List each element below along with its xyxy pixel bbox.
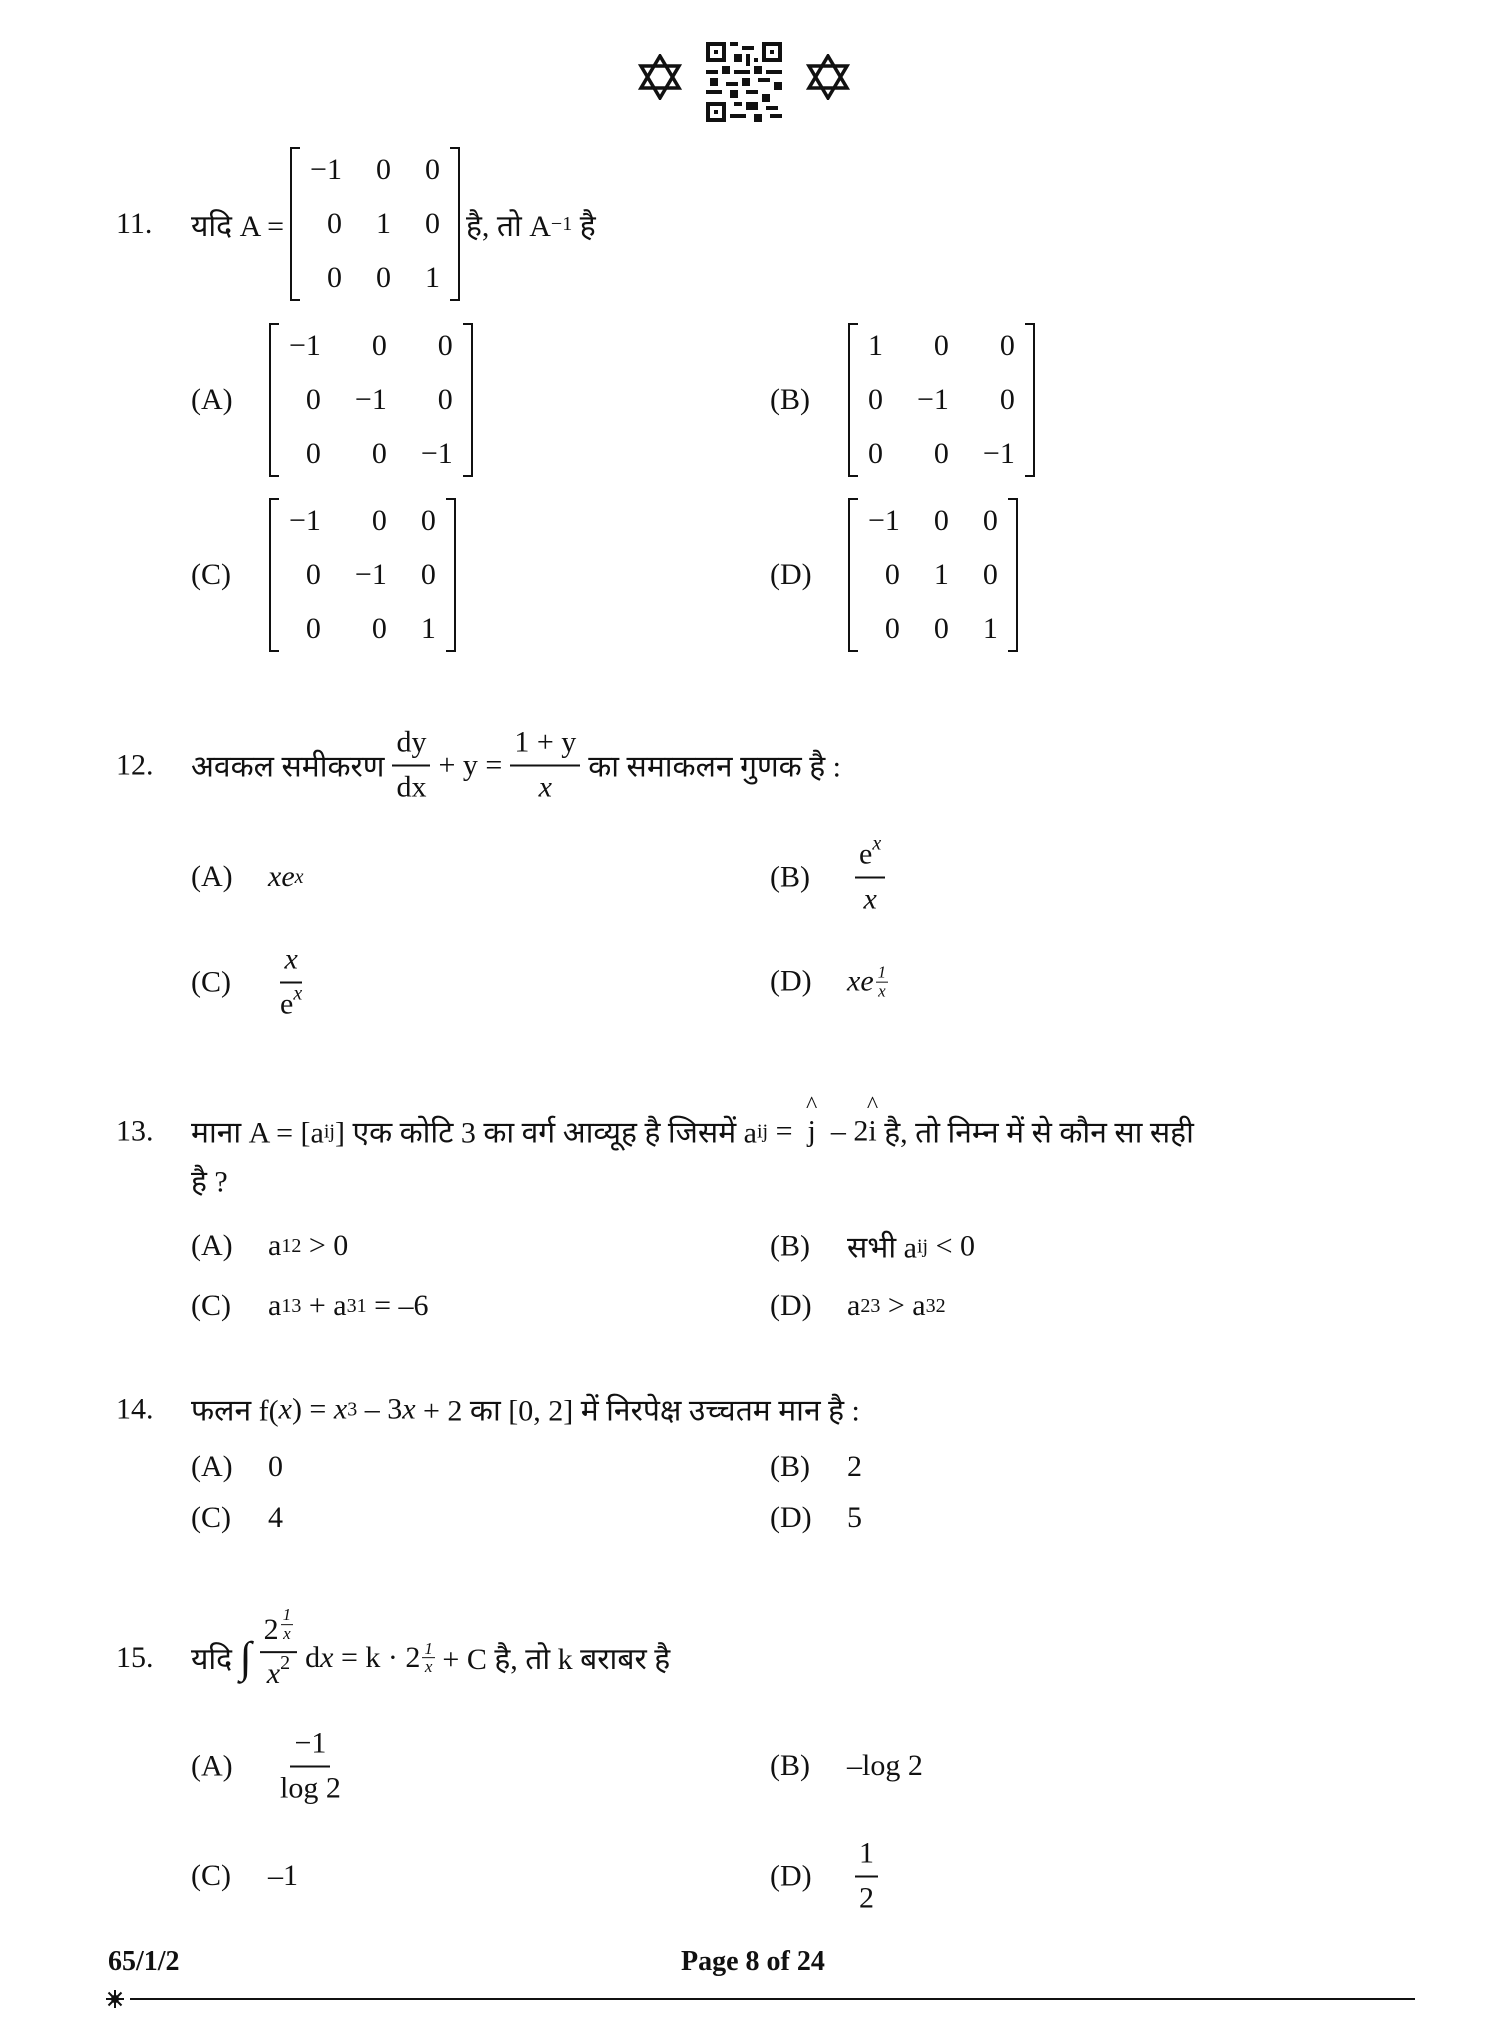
matrix-cell: 0: [982, 504, 998, 537]
option-text: < 0: [935, 1229, 976, 1262]
option-label: (D): [770, 1501, 812, 1534]
option-label: (A): [191, 860, 233, 893]
option-c[interactable]: [191, 1859, 298, 1893]
fraction: [855, 832, 885, 917]
question-text: ] एक कोटि 3 का वर्ग आव्यूह है जिसमें a: [335, 1116, 757, 1150]
option-b[interactable]: [770, 832, 893, 917]
fraction: [392, 726, 430, 805]
matrix-cell: 0: [371, 612, 387, 645]
option-matrix: [848, 498, 1018, 652]
matrix-grid: [858, 323, 1025, 477]
question-text: – 2: [830, 1114, 869, 1147]
option-value: xe: [847, 965, 874, 998]
matrix-cell: 0: [933, 437, 949, 470]
matrix-cell: 1: [982, 612, 998, 645]
matrix-cell: −1: [917, 383, 949, 416]
matrix-grid: [279, 498, 446, 652]
option-b[interactable]: [770, 1749, 923, 1783]
option-label: (C): [191, 558, 231, 591]
matrix-cell: 0: [305, 383, 321, 416]
option-label: (C): [191, 1859, 231, 1892]
matrix-cell: −1: [289, 504, 321, 537]
variable: x: [333, 1392, 348, 1425]
matrix-cell: 1: [375, 207, 391, 240]
option-text: + a: [308, 1289, 347, 1322]
option-label: (B): [770, 383, 810, 416]
option-value: –1: [268, 1859, 298, 1892]
numerator: 1: [282, 1605, 292, 1625]
option-matrix: [269, 323, 473, 477]
matrix-cell: 0: [884, 558, 900, 591]
right-bracket: [1025, 323, 1035, 477]
option-label: (B): [770, 1749, 810, 1782]
matrix-cell: 0: [371, 437, 387, 470]
denominator: x: [878, 981, 886, 1001]
option-matrix: [269, 498, 456, 652]
matrix-cell: −1: [868, 504, 900, 537]
superscript-fraction: [281, 1606, 294, 1643]
matrix-cell: 0: [424, 153, 440, 186]
matrix-cell: −1: [420, 437, 453, 470]
question-number: 11.: [116, 207, 153, 240]
question-text: + 2 का [0, 2] में निरपेक्ष उच्चतम मान है :: [423, 1394, 860, 1428]
option-d[interactable]: [770, 1837, 886, 1916]
question-text: माना A = [a: [191, 1116, 324, 1150]
fraction: [276, 1727, 345, 1806]
question-text: है: [579, 209, 596, 243]
option-c[interactable]: [191, 1501, 283, 1535]
unit-vector-i: ^ i: [868, 1114, 876, 1148]
option-d[interactable]: [770, 1501, 862, 1535]
option-value: 2: [847, 1450, 862, 1483]
fraction: [260, 1606, 298, 1692]
variable: x: [320, 1641, 334, 1674]
page-number: Page 8 of 24: [681, 1946, 825, 1977]
matrix-grid: [300, 147, 450, 301]
variable: x: [278, 1392, 292, 1425]
question-text: है, तो A: [465, 209, 551, 243]
option-d[interactable]: [770, 964, 888, 1001]
question-text: = k · 2: [341, 1641, 421, 1674]
footer-divider: [130, 1998, 1415, 2000]
option-label: (D): [770, 1289, 812, 1322]
numerator: 1 + y: [510, 726, 580, 767]
left-bracket: [848, 323, 858, 477]
matrix-grid: [279, 323, 463, 477]
matrix-cell: 0: [868, 437, 883, 470]
option-value: 5: [847, 1501, 862, 1534]
option-label: (A): [191, 1450, 233, 1483]
matrix-cell: 0: [371, 504, 387, 537]
integral-sign: ∫: [239, 1633, 252, 1683]
matrix-cell: −1: [354, 558, 387, 591]
numerator: 1: [855, 1837, 878, 1878]
denominator-text: x: [266, 1657, 281, 1691]
matrix-cell: −1: [982, 437, 1015, 470]
numerator: [855, 832, 885, 879]
question-text: है, तो निम्न में से कौन सा सही: [884, 1116, 1194, 1150]
matrix-cell: 0: [371, 329, 387, 362]
option-b[interactable]: (B) सभी a ij < 0: [770, 1226, 975, 1267]
denominator: 2: [859, 1881, 874, 1914]
matrix-grid: [858, 498, 1008, 652]
option-label: (D): [770, 965, 812, 998]
matrix-cell: 0: [420, 504, 436, 537]
question-number: 14.: [116, 1392, 154, 1425]
superscript: x: [872, 832, 882, 855]
unit-vector-j: ^ j: [808, 1114, 816, 1148]
star-of-david-icon: [638, 54, 682, 100]
matrix-cell: 0: [305, 612, 321, 645]
option-text: a: [268, 1229, 282, 1262]
matrix-cell: 1: [424, 261, 440, 294]
matrix-cell: 0: [305, 558, 321, 591]
option-b[interactable]: [770, 1450, 862, 1484]
option-a[interactable]: [191, 323, 479, 477]
matrix-cell: −1: [354, 383, 387, 416]
right-bracket: [1008, 498, 1018, 652]
option-d[interactable]: [770, 498, 1024, 652]
superscript: 2: [280, 1652, 291, 1675]
right-bracket: [450, 147, 460, 301]
option-value: –log 2: [847, 1749, 923, 1782]
numerator: [260, 1606, 298, 1653]
left-bracket: [848, 498, 858, 652]
denominator: x: [863, 882, 877, 915]
matrix-cell: 0: [420, 558, 436, 591]
option-c[interactable]: (C) a 13 + a 31 = –6: [191, 1289, 429, 1322]
option-text: सभी a: [847, 1231, 917, 1265]
fraction: [855, 1837, 878, 1916]
numerator: 1: [424, 1638, 433, 1658]
question-text: – 3: [364, 1392, 403, 1425]
denominator: x: [283, 1624, 291, 1643]
option-a[interactable]: [191, 1450, 283, 1484]
option-d[interactable]: (D) a 23 > a 32: [770, 1289, 946, 1322]
numerator: −1: [290, 1727, 330, 1768]
question-text: + y =: [438, 748, 503, 781]
matrix-cell: 0: [437, 329, 453, 362]
left-bracket: [290, 147, 300, 301]
option-matrix: [848, 323, 1035, 477]
right-bracket: [446, 498, 456, 652]
matrix-cell: 0: [424, 207, 440, 240]
denominator: dx: [396, 770, 427, 803]
matrix-cell: −1: [310, 153, 342, 186]
question-text: है ?: [191, 1165, 228, 1199]
option-label: (B): [770, 860, 810, 893]
question-text: का समाकलन गुणक है :: [588, 750, 841, 784]
question-number: 12.: [116, 748, 154, 781]
numerator-text: 2: [263, 1612, 279, 1646]
qr-code-icon: [706, 42, 782, 122]
fraction: [510, 726, 580, 805]
question-text: यदि A =: [191, 209, 285, 243]
superscript: x: [293, 982, 303, 1004]
flower-ornament-icon: [105, 1989, 125, 2009]
option-text: a: [268, 1289, 282, 1322]
left-bracket: [269, 323, 279, 477]
matrix-cell: 0: [326, 261, 342, 294]
numerator: 1: [877, 962, 887, 982]
matrix-cell: 0: [375, 261, 391, 294]
question-number: 15.: [116, 1641, 154, 1674]
option-label: (D): [770, 558, 812, 591]
option-text: > 0: [308, 1229, 349, 1262]
option-text: = –6: [374, 1289, 429, 1322]
matrix-cell: 0: [326, 207, 342, 240]
option-text: > a: [887, 1289, 926, 1322]
matrix-cell: −1: [289, 329, 321, 362]
numerator: x: [280, 943, 301, 984]
matrix-cell: 0: [933, 504, 949, 537]
question-text: d: [305, 1641, 321, 1674]
option-a[interactable]: (A) a 12 > 0: [191, 1229, 349, 1262]
option-value: xe: [268, 860, 295, 893]
matrix-cell: 0: [999, 329, 1015, 362]
matrix-cell: 0: [868, 383, 883, 416]
question-text: =: [775, 1114, 793, 1147]
question-text: + C है, तो k बराबर है: [442, 1643, 671, 1677]
denominator: log 2: [280, 1771, 341, 1804]
question-number: 13.: [116, 1114, 154, 1147]
denominator-text: e: [280, 987, 294, 1020]
matrix-a: [290, 147, 460, 301]
option-label: (D): [770, 1859, 812, 1892]
denominator: x: [424, 1657, 433, 1677]
option-a[interactable]: [191, 1727, 353, 1806]
matrix-cell: 0: [999, 383, 1015, 416]
option-label: (C): [191, 1501, 231, 1534]
question-text: यदि: [191, 1643, 233, 1677]
paper-code: 65/1/2: [108, 1946, 180, 1977]
variable: x: [402, 1392, 416, 1425]
matrix-cell: 1: [868, 329, 883, 362]
numerator-text: e: [859, 837, 873, 871]
option-label: (B): [770, 1450, 810, 1483]
question-text: फलन f(: [191, 1394, 279, 1428]
option-a[interactable]: (A) xe x: [191, 860, 304, 893]
superscript-fraction: [422, 1640, 435, 1677]
option-label: (A): [191, 1229, 233, 1262]
option-label: (A): [191, 1749, 233, 1782]
superscript-fraction: [876, 964, 889, 1001]
option-value: 0: [268, 1450, 283, 1483]
option-label: (C): [191, 965, 231, 998]
matrix-cell: 0: [933, 612, 949, 645]
numerator: dy: [392, 726, 430, 767]
fraction: [276, 943, 306, 1022]
matrix-cell: 0: [933, 329, 949, 362]
option-b[interactable]: [770, 323, 1041, 477]
right-bracket: [463, 323, 473, 477]
matrix-cell: 0: [982, 558, 998, 591]
matrix-cell: 1: [933, 558, 949, 591]
matrix-cell: 0: [884, 612, 900, 645]
denominator: [276, 983, 306, 1022]
question-text: ) =: [291, 1392, 327, 1425]
matrix-cell: 1: [420, 612, 436, 645]
option-c[interactable]: [191, 498, 462, 652]
option-label: (B): [770, 1229, 810, 1262]
star-of-david-icon: [806, 54, 850, 100]
question-text: अवकल समीकरण: [191, 750, 385, 784]
option-label: (C): [191, 1289, 231, 1322]
matrix-cell: 0: [375, 153, 391, 186]
option-text: a: [847, 1289, 861, 1322]
option-label: (A): [191, 383, 233, 416]
option-value: 4: [268, 1501, 283, 1534]
matrix-cell: 0: [437, 383, 453, 416]
denominator: [263, 1653, 294, 1692]
denominator: x: [538, 770, 552, 803]
left-bracket: [269, 498, 279, 652]
option-c[interactable]: [191, 943, 314, 1022]
matrix-cell: 0: [305, 437, 321, 470]
